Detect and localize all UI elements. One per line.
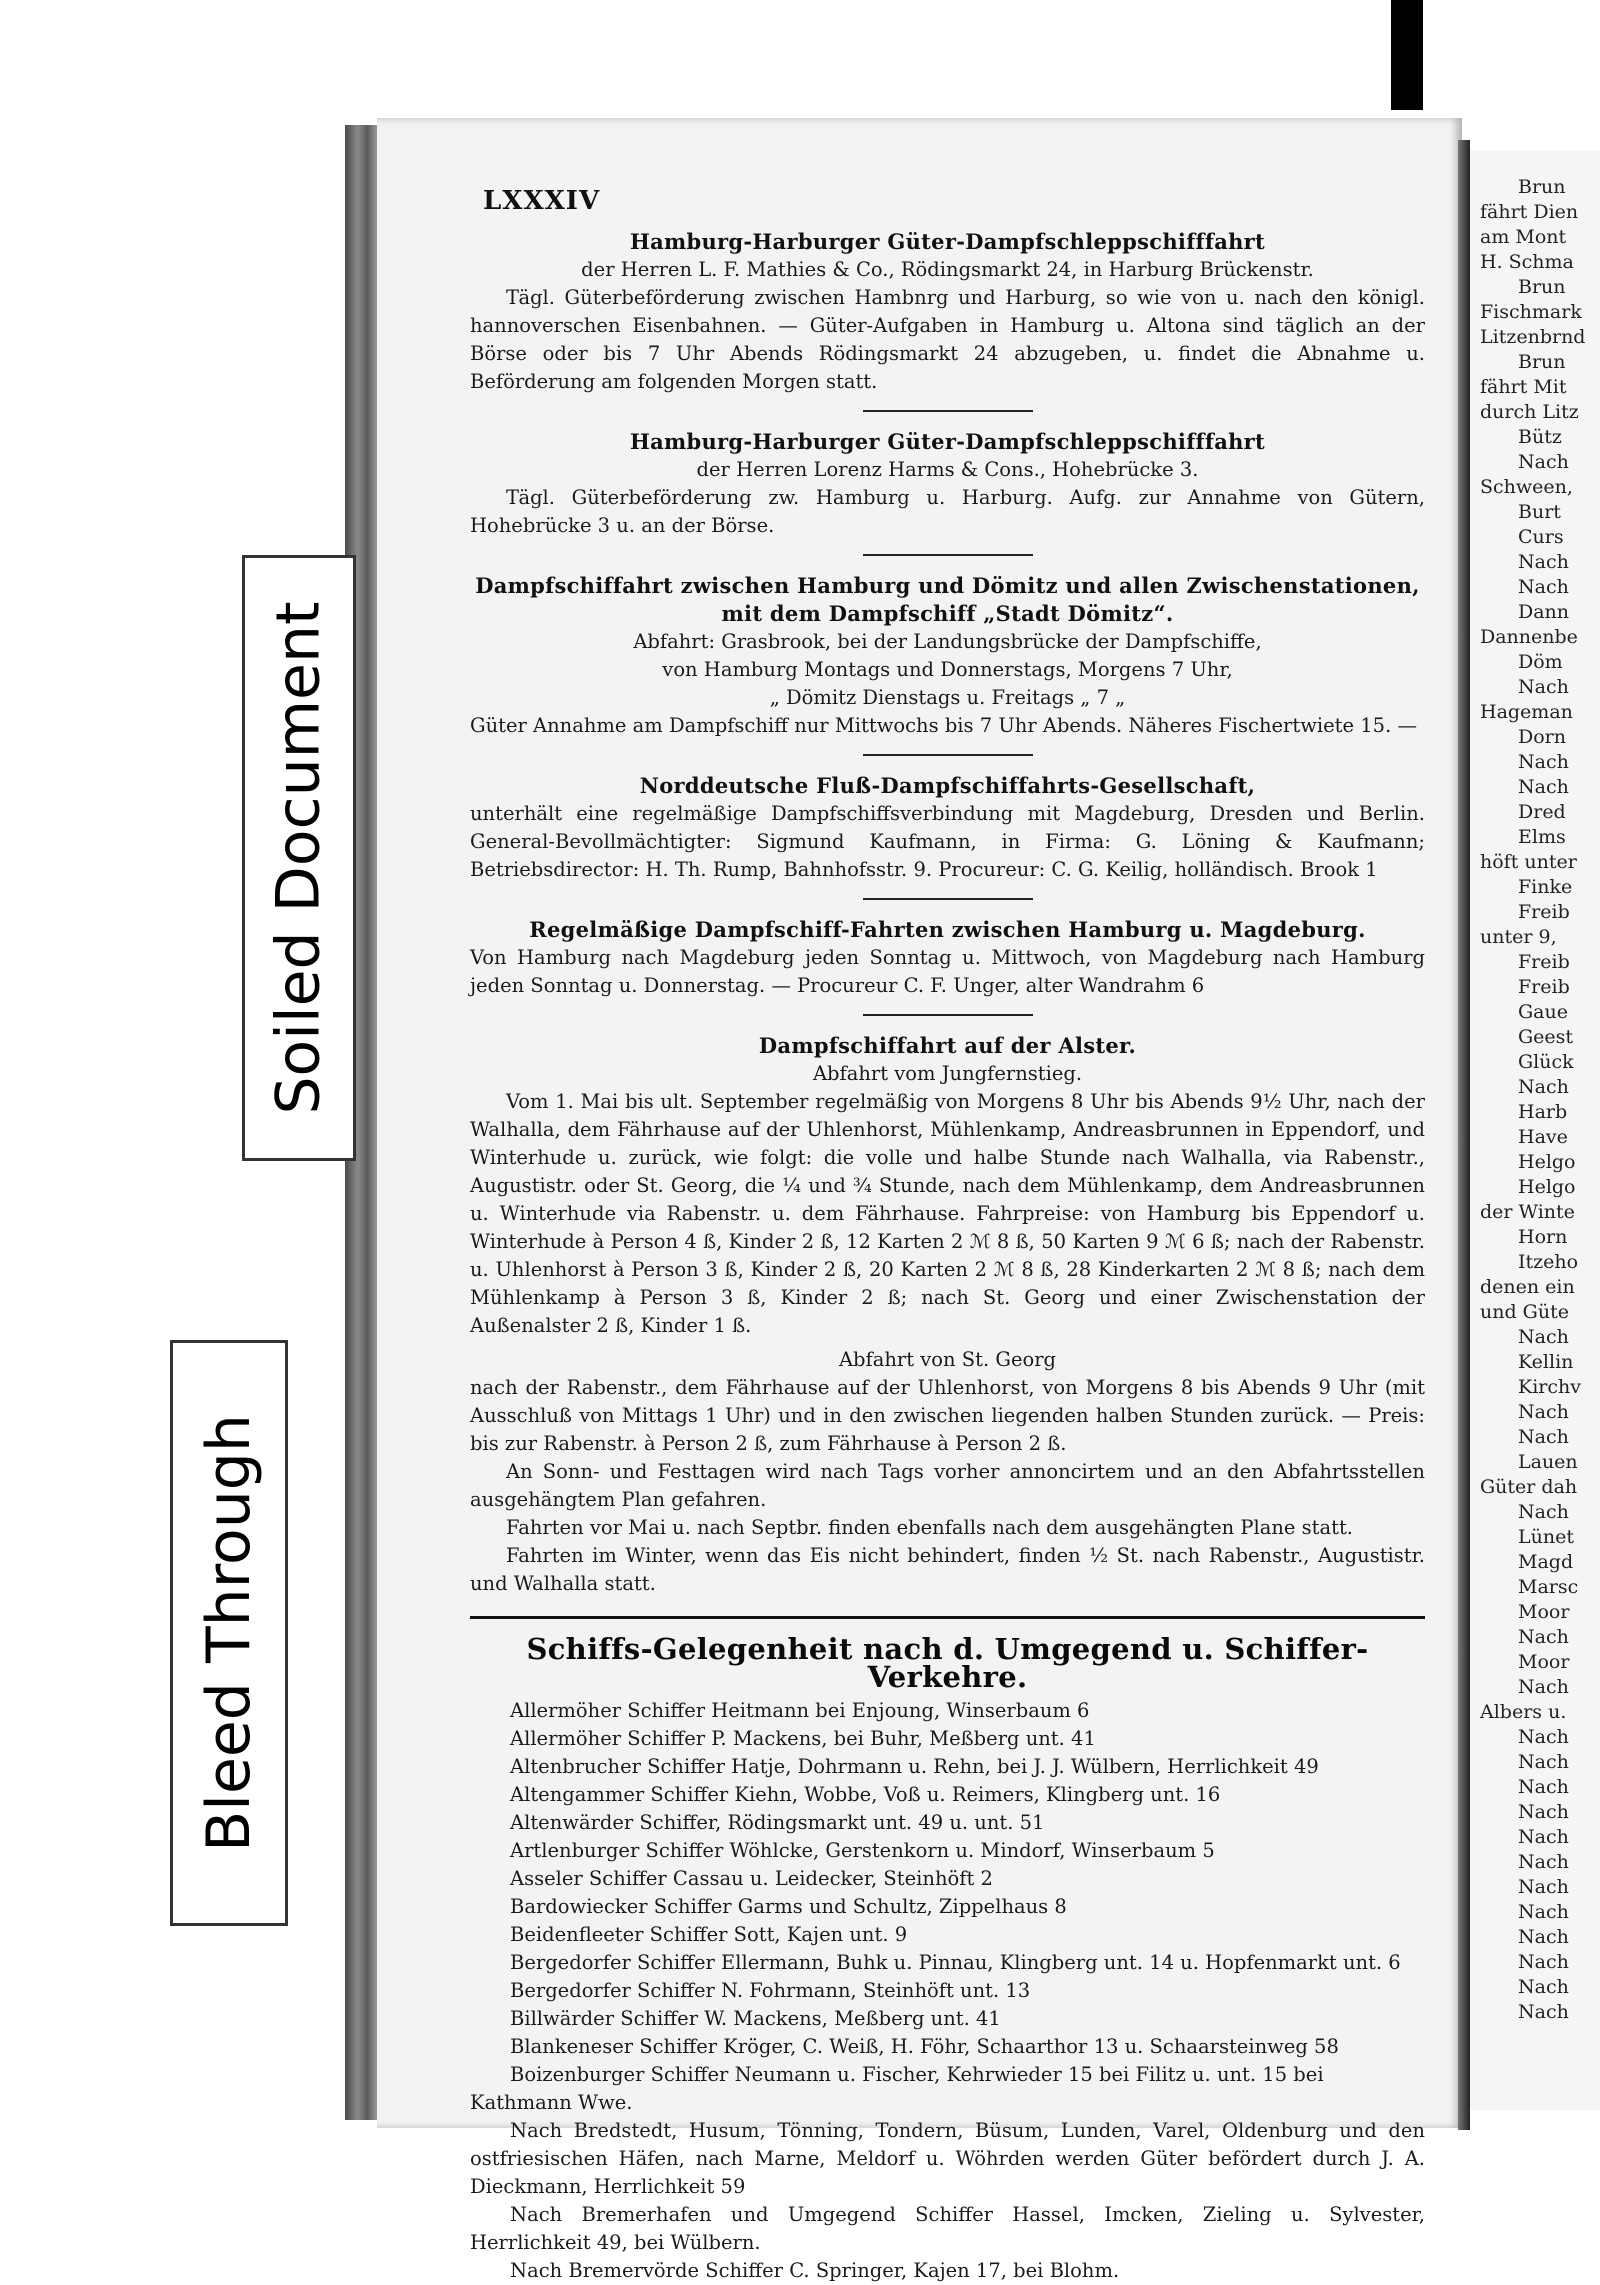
right-page-line: Brun — [1518, 351, 1566, 373]
list-item: Artlenburger Schiffer Wöhlcke, Gerstenkorn u. Mindorf, Winserbaum 5 — [510, 1839, 1215, 1862]
right-page-line: Nach — [1518, 551, 1569, 573]
list-item: Allermöher Schiffer P. Mackens, bei Buhr, Meßberg unt. 41 — [510, 1727, 1096, 1750]
right-page-line: Nach — [1518, 1801, 1569, 1823]
soiled-document-label-text: Soiled Document — [264, 601, 335, 1115]
right-page-line: Nach — [1518, 2001, 1569, 2023]
right-page-line: Albers u. — [1480, 1701, 1567, 1723]
right-page-line: Nach — [1518, 1501, 1569, 1523]
section-line: Tägl. Güterbeförderung zwischen Hambnrg und Harburg, so wie von u. nach den königl. hannoverschen Eisenbahnen. — Güter-Aufgaben in Hamburg u. Altona sind täglich an der Börse oder bis 7 Uhr Abends Rödingsmarkt 24 abzugeben, u. findet die Abnahme u. Beförderung am folgenden Morgen statt. — [470, 286, 1425, 393]
list-item: Altenbrucher Schiffer Hatje, Dohrmann u. Rehn, bei J. J. Wülbern, Herrlichkeit 49 — [510, 1755, 1319, 1778]
right-page-line: Nach — [1518, 1751, 1569, 1773]
right-page-line: Helgo — [1518, 1176, 1576, 1198]
right-page-line: am Mont — [1480, 226, 1567, 248]
right-page-line: Nach — [1518, 1901, 1569, 1923]
list-item: Beidenfleeter Schiffer Sott, Kajen unt. 9 — [510, 1923, 908, 1946]
right-page-line: Nach — [1518, 1326, 1569, 1348]
right-page-line: Marsc — [1518, 1576, 1579, 1598]
section-title: Dampfschiffahrt zwischen Hamburg und Dömitz und allen Zwischenstationen, mit dem Dampfschiff „Stadt Dömitz“. — [475, 573, 1420, 626]
right-page-line: Nach — [1518, 1851, 1569, 1873]
list-item: Billwärder Schiffer W. Mackens, Meßberg unt. 41 — [510, 2007, 1001, 2030]
right-page-line: H. Schma — [1480, 251, 1574, 273]
list-item: Allermöher Schiffer Heitmann bei Enjoung, Winserbaum 6 — [510, 1699, 1090, 1722]
right-page-line: Döm — [1518, 651, 1563, 673]
list-item: Altenwärder Schiffer, Rödingsmarkt unt. 49 u. unt. 51 — [510, 1811, 1045, 1834]
right-page-line: Nach — [1518, 1976, 1569, 1998]
section-title: Dampfschiffahrt auf der Alster. — [758, 1033, 1137, 1058]
right-page-line: Freib — [1518, 951, 1570, 973]
divider — [863, 754, 1033, 756]
right-page-line: Dann — [1518, 601, 1570, 623]
right-page-line: Glück — [1518, 1051, 1574, 1073]
right-page-line: höft unter — [1480, 851, 1577, 873]
divider — [863, 554, 1033, 556]
list-item: Nach Bredstedt, Husum, Tönning, Tondern, Büsum, Lunden, Varel, Oldenburg und den ostfriesischen Häfen, nach Marne, Meldorf u. Wöhrden werden Güter befördert durch J. A. Dieckmann, Herrlichkeit 59 — [470, 2119, 1425, 2198]
section-divider — [470, 1616, 1425, 1619]
section-line: von Hamburg Montags und Donnerstags, Morgens 7 Uhr, — [662, 658, 1233, 681]
bleed-through-label-text: Bleed Through — [194, 1414, 265, 1852]
section-title: Norddeutsche Fluß-Dampfschiffahrts-Gesellschaft, — [639, 773, 1256, 798]
right-page-line: Nach — [1518, 1626, 1569, 1648]
right-page-line: Nach — [1518, 1951, 1569, 1973]
section-line: Vom 1. Mai bis ult. September regelmäßig von Morgens 8 Uhr bis Abends 9½ Uhr, nach der Walhalla, dem Fährhause auf der Uhlenhorst, Mühlenkamp, Andreasbrunnen in Eppendorf, und Winterhude u. zurück, wie folgt: die volle und halbe Stunde nach Walhalla, via Rabenstr., Augustistr. oder St. Georg, die ¼ und ¾ Stunde, nach dem Mühlenkamp, dem Andreasbrunnen u. Winterhude via Rabenstr. u. dem Fährhause. Fahrpreise: von Hamburg bis Eppendorf u. Winterhude à Person 4 ß, Kinder 2 ß, 12 Karten 2 ℳ 8 ß, 50 Karten 9 ℳ 6 ß; nach der Rabenstr. u. Uhlenhorst à Person 3 ß, Kinder 2 ß, 20 Karten 2 ℳ 8 ß, 28 Kinderkarten 2 ℳ 8 ß; nach dem Mühlenkamp à Person 3 ß, Kinder 2 ß; nach St. Georg und einer Zwischenstation der Außenalster 2 ß, Kinder 1 ß. — [470, 1090, 1425, 1337]
right-page-line: Dannenbe — [1480, 626, 1578, 648]
section-line: nach der Rabenstr., dem Fährhause auf der Uhlenhorst, von Morgens 8 bis Abends 9 Uhr (mit Ausschluß von Mittags 1 Uhr) und in den zwischen liegenden halben Stunden zurück. — Preis: bis zur Rabenstr. à Person 2 ß, zum Fährhause à Person 2 ß. — [470, 1376, 1425, 1455]
right-page-line: Kellin — [1518, 1351, 1574, 1373]
right-page-line: Güter dah — [1480, 1476, 1578, 1498]
right-page-line: fährt Mit — [1480, 376, 1567, 398]
right-page-line: Nach — [1518, 1076, 1569, 1098]
right-page-line: Curs — [1518, 526, 1564, 548]
right-page-line: Nach — [1518, 451, 1569, 473]
section-line: Tägl. Güterbeförderung zw. Hamburg u. Harburg. Aufg. zur Annahme von Gütern, Hohebrücke 3 u. an der Börse. — [470, 486, 1425, 537]
section-subtitle: Abfahrt vom Jungfernstieg. — [812, 1062, 1083, 1085]
right-page-line: Kirchv — [1518, 1376, 1581, 1398]
section-line: der Herren L. F. Mathies & Co., Rödingsmarkt 24, in Harburg Brückenstr. — [581, 258, 1314, 281]
list-item: Nach Bremerhafen und Umgegend Schiffer Hassel, Imcken, Zieling u. Sylvester, Herrlichkeit 49, bei Wülbern. — [470, 2203, 1425, 2254]
right-page-line: Nach — [1518, 676, 1569, 698]
right-page-line: Nach — [1518, 1676, 1569, 1698]
right-page-line: fährt Dien — [1480, 201, 1579, 223]
skipper-list — [470, 1697, 1425, 2285]
scan-border-top — [1383, 0, 1600, 110]
divider — [863, 410, 1033, 412]
right-page-line: unter 9, — [1480, 926, 1557, 948]
list-item: Blankeneser Schiffer Kröger, C. Weiß, H. Föhr, Schaarthor 13 u. Schaarsteinweg 58 — [510, 2035, 1339, 2058]
bleed-through-label — [170, 1340, 288, 1926]
section-title: Regelmäßige Dampfschiff-Fahrten zwischen Hamburg u. Magdeburg. — [529, 917, 1366, 942]
list-item: Boizenburger Schiffer Neumann u. Fischer, Kehrwieder 15 bei Filitz u. unt. 15 bei Kathmann Wwe. — [470, 2063, 1324, 2114]
right-page-line: Schween, — [1480, 476, 1573, 498]
page-right-fragment — [1470, 150, 1600, 2110]
right-page-line: Helgo — [1518, 1151, 1576, 1173]
list-item: Altengammer Schiffer Kiehn, Wobbe, Voß u. Reimers, Klingberg unt. 16 — [510, 1783, 1221, 1806]
right-page-line: Geest — [1518, 1026, 1574, 1048]
section-line: Fahrten vor Mai u. nach Septbr. finden ebenfalls nach dem ausgehängten Plane statt. — [506, 1516, 1354, 1539]
right-page-lines — [1470, 150, 1600, 2025]
right-page-line: Nach — [1518, 1401, 1569, 1423]
section-line: „ Dömitz Dienstags u. Freitags „ 7 „ — [769, 686, 1126, 709]
page-number: LXXXIV — [483, 186, 601, 216]
divider — [863, 1014, 1033, 1016]
right-page-line: denen ein — [1480, 1276, 1575, 1298]
list-item: Asseler Schiffer Cassau u. Leidecker, Steinhöft 2 — [510, 1867, 993, 1890]
divider — [863, 898, 1033, 900]
right-page-line: Brun — [1518, 276, 1566, 298]
list-item: Bergedorfer Schiffer N. Fohrmann, Steinhöft unt. 13 — [510, 1979, 1031, 2002]
right-page-line: Nach — [1518, 576, 1569, 598]
right-page-line — [1470, 150, 1600, 175]
right-page-line: Nach — [1518, 1826, 1569, 1848]
soiled-document-label — [242, 555, 356, 1161]
right-page-line: Elms — [1518, 826, 1566, 848]
right-page-line: Litzenbrnd — [1480, 326, 1586, 348]
right-page-line: und Güte — [1480, 1301, 1569, 1323]
right-page-line: Nach — [1518, 1876, 1569, 1898]
right-page-line: Lauen — [1518, 1451, 1578, 1473]
right-page-line: Dred — [1518, 801, 1566, 823]
right-page-line: Bütz — [1518, 426, 1562, 448]
page-content — [470, 228, 1425, 2285]
right-page-line: Gaue — [1518, 1001, 1568, 1023]
right-page-line: Moor — [1518, 1601, 1570, 1623]
section-line: An Sonn- und Festtagen wird nach Tags vorher annoncirtem und an den Abfahrtsstellen ausgehängtem Plan gefahren. — [470, 1460, 1425, 1511]
right-page-line: Harb — [1518, 1101, 1568, 1123]
right-page-line: Nach — [1518, 1726, 1569, 1748]
right-page-line: Nach — [1518, 1776, 1569, 1798]
right-page-line: Lünet — [1518, 1526, 1574, 1548]
right-page-line: Moor — [1518, 1651, 1570, 1673]
right-page-line: Freib — [1518, 976, 1570, 998]
section-line: Abfahrt: Grasbrook, bei der Landungsbrücke der Dampfschiffe, — [633, 630, 1262, 653]
section-line: der Herren Lorenz Harms & Cons., Hohebrücke 3. — [696, 458, 1199, 481]
right-page-line: Brun — [1518, 176, 1566, 198]
right-page-line: der Winte — [1480, 1201, 1575, 1223]
big-heading: Schiffs-Gelegenheit nach d. Umgegend u. Schiffer-Verkehre. — [526, 1632, 1369, 1694]
right-page-line: Horn — [1518, 1226, 1568, 1248]
section-title: Hamburg-Harburger Güter-Dampfschleppschifffahrt — [629, 229, 1266, 254]
page-gutter — [1458, 140, 1470, 2130]
right-page-line: Burt — [1518, 501, 1561, 523]
section-line: Fahrten im Winter, wenn das Eis nicht behindert, finden ½ St. nach Rabenstr., Augustistr. und Walhalla statt. — [470, 1544, 1425, 1595]
right-page-line: Nach — [1518, 1426, 1569, 1448]
section-line: unterhält eine regelmäßige Dampfschiffsverbindung mit Magdeburg, Dresden und Berlin. General-Bevollmächtigter: Sigmund Kaufmann, in Firma: G. Löning & Kaufmann; Betriebsdirector: H. Th. Rump, Bahnhofsstr. 9. Procureur: C. G. Keilig, holländisch. Brook 1 — [470, 802, 1425, 881]
right-page-line: Hageman — [1480, 701, 1573, 723]
right-page-line: Magd — [1518, 1551, 1574, 1573]
list-item: Bardowiecker Schiffer Garms und Schultz, Zippelhaus 8 — [510, 1895, 1067, 1918]
right-page-line: Dorn — [1518, 726, 1566, 748]
right-page-line: Nach — [1518, 751, 1569, 773]
right-page-line: Finke — [1518, 876, 1573, 898]
right-page-line: Nach — [1518, 776, 1569, 798]
right-page-line: Freib — [1518, 901, 1570, 923]
right-page-line: durch Litz — [1480, 401, 1579, 423]
right-page-line: Nach — [1518, 1926, 1569, 1948]
list-item: Nach Bremervörde Schiffer C. Springer, Kajen 17, bei Blohm. — [510, 2259, 1120, 2282]
right-page-line: Itzeho — [1518, 1251, 1579, 1273]
list-item: Bergedorfer Schiffer Ellermann, Buhk u. Pinnau, Klingberg unt. 14 u. Hopfenmarkt unt. 6 — [510, 1951, 1401, 1974]
right-page-line: Fischmark — [1480, 301, 1582, 323]
section-subtitle: Abfahrt von St. Georg — [838, 1348, 1057, 1371]
section-line: Von Hamburg nach Magdeburg jeden Sonntag u. Mittwoch, von Magdeburg nach Hamburg jeden Sonntag u. Donnerstag. — Procureur C. F. Unger, alter Wandrahm 6 — [470, 946, 1425, 997]
section-title: Hamburg-Harburger Güter-Dampfschleppschifffahrt — [629, 429, 1266, 454]
right-page-line: Have — [1518, 1126, 1568, 1148]
section-line: Güter Annahme am Dampfschiff nur Mittwochs bis 7 Uhr Abends. Näheres Fischertwiete 15. — — [470, 714, 1417, 737]
